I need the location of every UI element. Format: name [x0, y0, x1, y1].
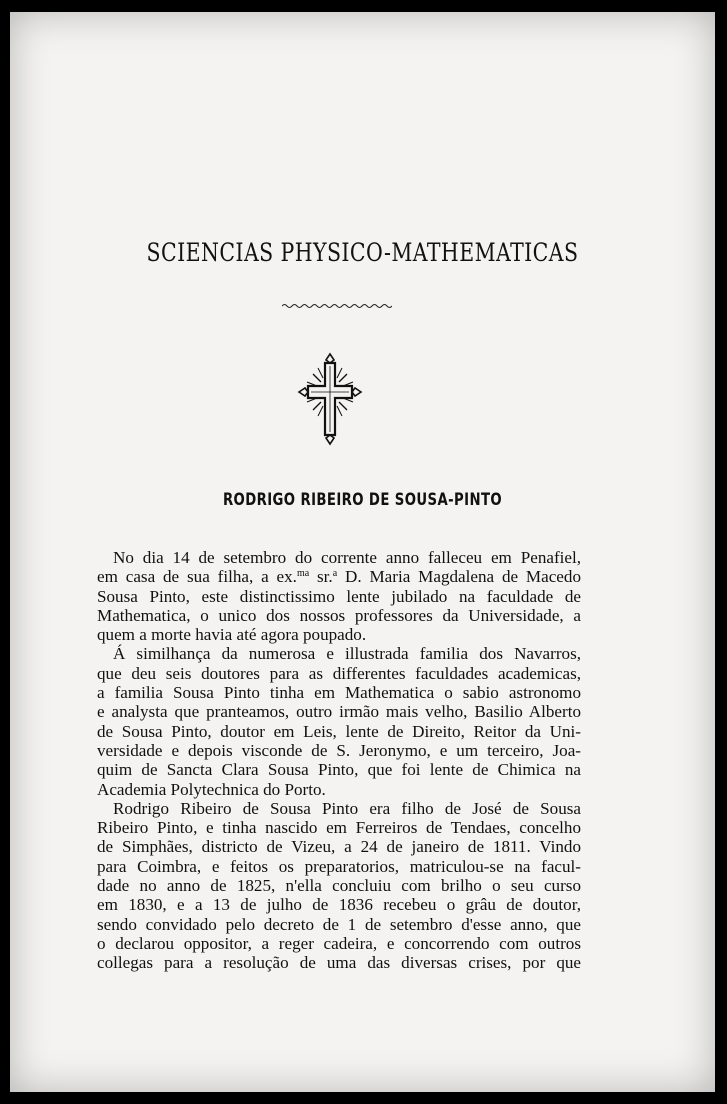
text-line: o declarou oppositor, a reger cadeira, e concorrendo com outros	[97, 933, 581, 953]
text-line: de Simphães, districto de Vizeu, a 24 de janeiro de 1811. Vindo	[97, 837, 581, 857]
text-line: quem a morte havia até agora poupado.	[97, 625, 367, 645]
text-line: dade no anno de 1825, n'ella concluiu com brilho o seu curso	[97, 876, 581, 896]
book-page	[10, 12, 715, 1092]
text-line: para Coimbra, e feitos os preparatorios, matriculou-se na facul-	[97, 856, 581, 876]
text-line: em casa de sua filha, a ex.$^{ma}$ sr.$^a$ D. Maria Magdalena de Macedo	[97, 567, 581, 587]
text-line: que deu seis doutores para as differentes faculdades academicas,	[97, 663, 581, 683]
text-line: collegas para a resolução de uma das diversas crises, por que	[97, 953, 581, 973]
text-line: Sousa Pinto, este distinctissimo lente jubilado na faculdade de	[97, 586, 581, 606]
text-line: versidade e depois visconde de S. Jeronymo, e um terceiro, Joa-	[97, 740, 581, 760]
text-line: No dia 14 de setembro do corrente anno falleceu em Penafiel,	[113, 548, 581, 567]
text-line: Mathematica, o unico dos nossos professores da Universidade, a	[97, 605, 581, 625]
wavy-rule-ornament	[282, 302, 392, 310]
section-title: SCIENCIAS PHYSICO-MATHEMATICAS	[146, 238, 579, 267]
text-line: a familia Sousa Pinto tinha em Mathematica o sabio astronomo	[97, 683, 581, 703]
text-line: Á similhança da numerosa e illustrada familia dos Navarros,	[113, 644, 581, 664]
text-line: sendo convidado pelo decreto de 1 de setembro d'esse anno, que	[97, 914, 581, 934]
text-line: quim de Sancta Clara Sousa Pinto, que foi lente de Chimica na	[97, 760, 581, 780]
text-line: e analysta que pranteamos, outro irmão mais velho, Basilio Alberto	[97, 702, 581, 722]
text-line: de Sousa Pinto, doutor em Leis, lente de Direito, Reitor da Uni-	[97, 721, 581, 741]
text-line: Ribeiro Pinto, e tinha nascido em Ferreiros de Tendaes, concelho	[97, 818, 581, 838]
article-body	[97, 548, 581, 973]
obituary-heading: RODRIGO RIBEIRO DE SOUSA-PINTO	[222, 490, 503, 510]
text-line: Academia Polytechnica do Porto.	[97, 779, 326, 799]
cross-icon	[297, 352, 363, 446]
text-line: em 1830, e a 13 de julho de 1836 recebeu o grâu de doutor,	[97, 895, 581, 915]
text-line: Rodrigo Ribeiro de Sousa Pinto era filho de José de Sousa	[113, 798, 581, 818]
